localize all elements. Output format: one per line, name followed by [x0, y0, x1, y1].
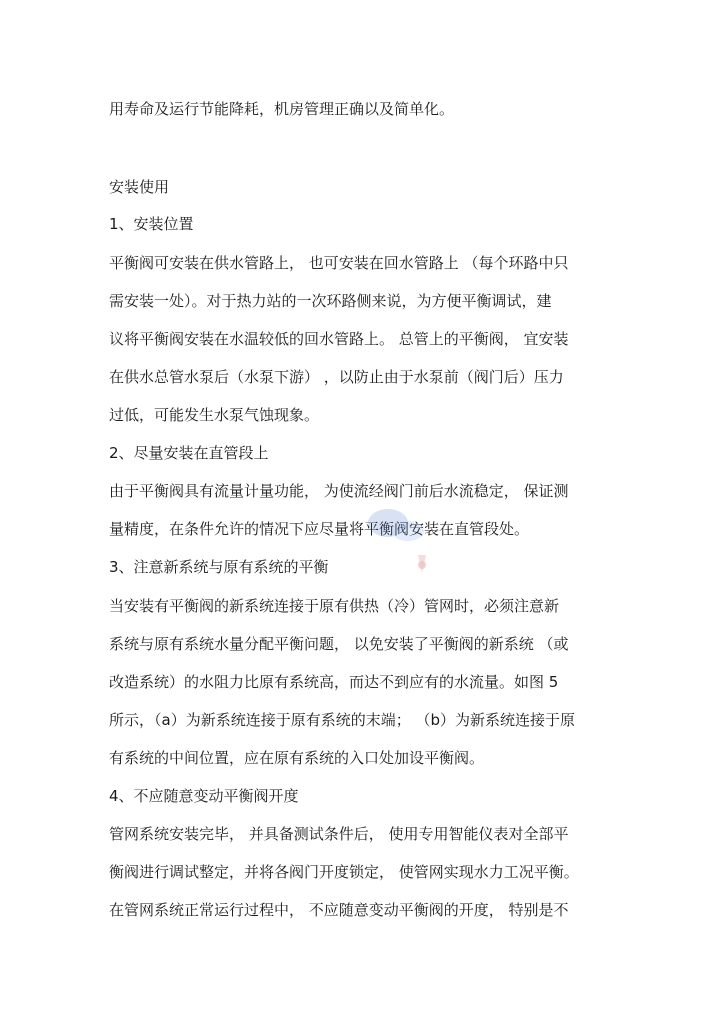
text-line: 量精度，在条件允许的情况下应尽量将平衡阀安装在直管段处。 [109, 520, 530, 538]
text-line: 需安装一处）。对于热力站的一次环路侧来说，为方便平衡调试，建 [109, 292, 552, 310]
text-line: 过低，可能发生水泵气蚀现象。 [109, 406, 320, 424]
text-line: 衡阀进行调试整定，并将各阀门开度锁定， 使管网实现水力工况平衡。 [109, 863, 579, 881]
subheading-1: 1、安装位置 [109, 215, 194, 233]
watermark-logo-icon [360, 495, 440, 585]
subheading-4: 4、不应随意变动平衡阀开度 [109, 787, 299, 805]
subheading-2: 2、尽量安装在直管段上 [109, 444, 269, 462]
text-line: 议将平衡阀安装在水温较低的回水管路上。 总管上的平衡阀， 宜安装 [109, 330, 569, 348]
text-line: 所示，（a）为新系统连接于原有系统的末端； （b）为新系统连接于原 [109, 711, 575, 729]
section-heading: 安装使用 [109, 178, 170, 196]
text-line: 有系统的中间位置，应在原有系统的入口处加设平衡阀。 [109, 749, 485, 767]
text-line: 改造系统）的水阻力比原有系统高，而达不到应有的水流量。如图 5 [109, 673, 559, 691]
text-line: 在管网系统正常运行过程中， 不应随意变动平衡阀的开度， 特别是不 [109, 901, 569, 919]
text-line: 平衡阀可安装在供水管路上， 也可安装在回水管路上 （每个环路中只 [109, 254, 569, 272]
text-line: 在供水总管水泵后（水泵下游） ，以防止由于水泵前（阀门后）压力 [109, 368, 564, 386]
text-line-1: 用寿命及运行节能降耗，机房管理正确以及简单化。 [109, 100, 455, 118]
subheading-3: 3、注意新系统与原有系统的平衡 [109, 558, 329, 576]
text-line: 由于平衡阀具有流量计量功能， 为使流经阀门前后水流稳定， 保证测 [109, 482, 569, 500]
text-line: 系统与原有系统水量分配平衡问题， 以免安装了平衡阀的新系统 （或 [109, 635, 569, 653]
text-line: 当安装有平衡阀的新系统连接于原有供热（冷）管网时，必须注意新 [109, 597, 560, 615]
text-line: 管网系统安装完毕， 并具备测试条件后， 使用专用智能仪表对全部平 [109, 825, 569, 843]
